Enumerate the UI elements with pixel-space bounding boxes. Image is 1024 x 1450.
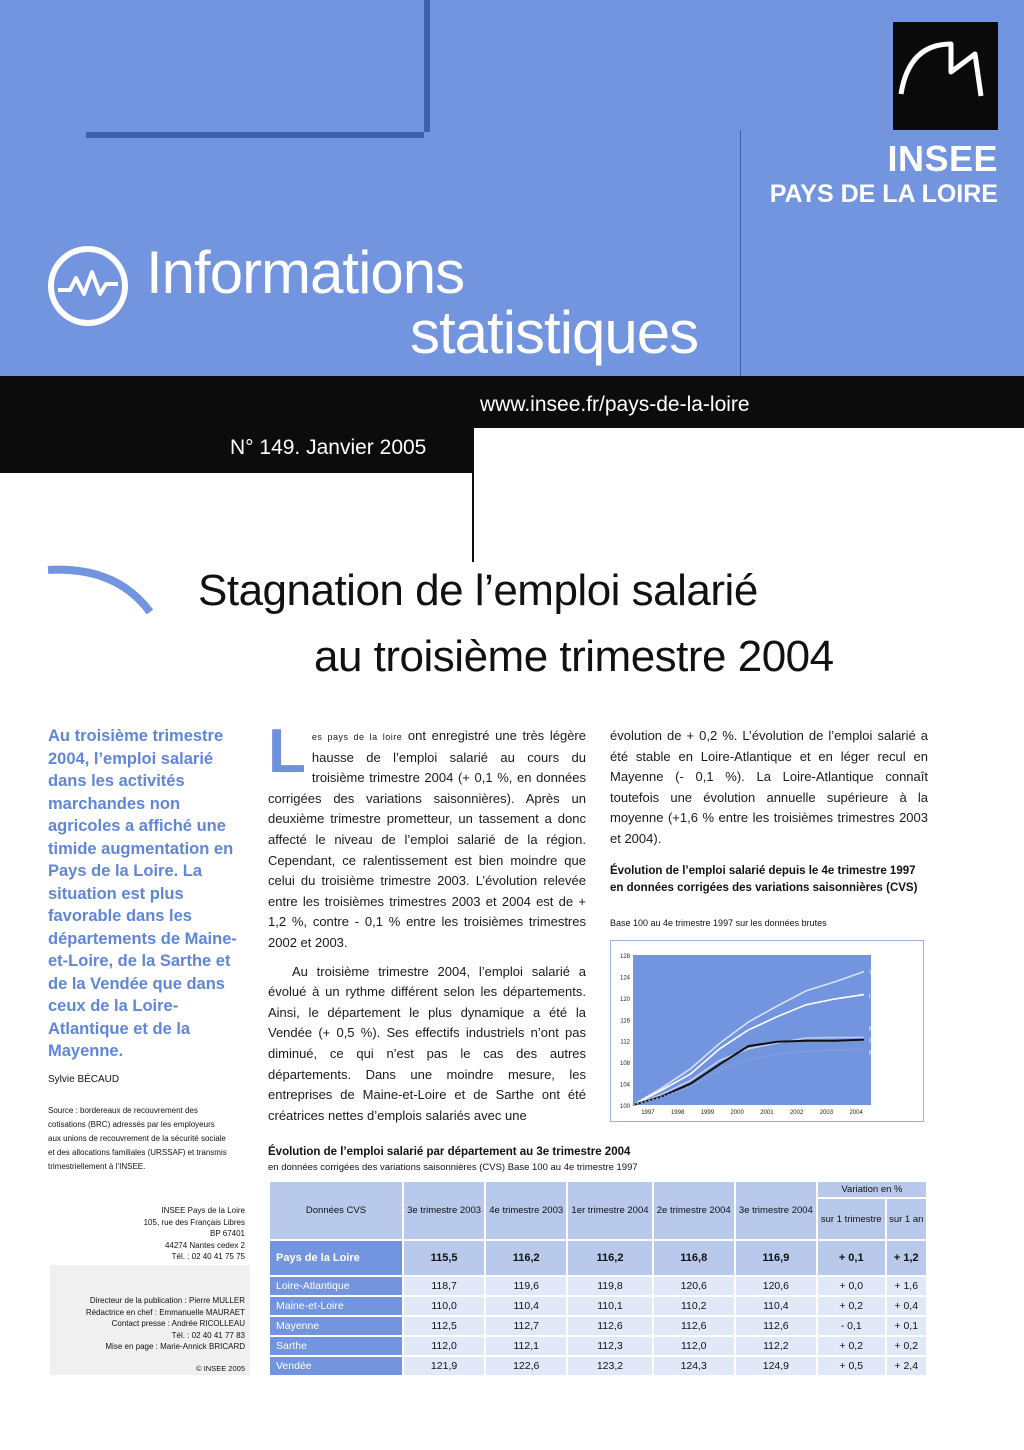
legend-label: Loire-Atlantique xyxy=(869,994,912,1000)
table-cell: 110,1 xyxy=(568,1297,651,1315)
address-line: INSEE Pays de la Loire xyxy=(161,1206,245,1215)
row-label: Sarthe xyxy=(270,1337,402,1355)
x-tick-label: 1998 xyxy=(670,1110,685,1116)
y-tick-label: 112 xyxy=(620,1039,630,1046)
table-cell: 110,4 xyxy=(736,1297,816,1315)
table-cell: + 0,1 xyxy=(887,1317,927,1335)
column-header: 3e trimestre 2004 xyxy=(736,1182,816,1239)
column-header: sur 1 an xyxy=(887,1199,927,1239)
table-cell: 112,6 xyxy=(654,1317,734,1335)
credits-line: Rédactrice en chef : Emmanuelle MAURAET xyxy=(85,1307,245,1317)
address-line: BP 67401 xyxy=(210,1229,245,1238)
table-cell: 118,7 xyxy=(404,1277,484,1295)
publication-title: statistiques xyxy=(410,299,699,366)
table-cell: 110,2 xyxy=(654,1297,734,1315)
y-tick-label: 108 xyxy=(619,1061,630,1068)
column-header: sur 1 trimestre xyxy=(818,1199,885,1239)
table-cell: 124,9 xyxy=(736,1357,816,1375)
table-row xyxy=(270,1357,926,1375)
table-cell: + 2,4 xyxy=(887,1357,927,1375)
credits-block xyxy=(52,1295,245,1353)
table-cell: 122,6 xyxy=(486,1357,566,1375)
y-tick-label: 128 xyxy=(619,954,630,960)
table-cell: + 1,2 xyxy=(887,1241,927,1275)
row-label: Pays de la Loire xyxy=(270,1241,402,1275)
legend-label: Vendée xyxy=(869,970,890,976)
table-cell: 119,8 xyxy=(568,1277,651,1295)
table-cell: 124,3 xyxy=(654,1357,734,1375)
table-cell: + 0,5 xyxy=(818,1357,885,1375)
table-cell: 120,6 xyxy=(654,1277,734,1295)
table-cell: 121,9 xyxy=(404,1357,484,1375)
paragraph: Au troisième trimestre 2004, l’emploi salarié a évolué à un rythme différent selon les départements. Ainsi, le département le plus dynamique a été la Vendée (+ 0,5 %). Ses effectifs industriels n’ont pas diminué, ce qui n’est pas le cas des autres départements. Dans une moindre mesure, les entreprises de Maine-et-Loire et de Sarthe ont été créatrices nettes d’emplois salariés avec une xyxy=(268,963,586,1123)
data-table xyxy=(268,1180,928,1377)
table-cell: 116,2 xyxy=(486,1241,566,1275)
table-cell: 112,3 xyxy=(568,1337,651,1355)
y-tick-label: 100 xyxy=(619,1104,630,1110)
table-cell: 115,5 xyxy=(404,1241,484,1275)
legend-label: Maine-et-Loire xyxy=(869,1051,908,1057)
y-tick-label: 124 xyxy=(619,975,630,982)
website-link[interactable]: www.insee.fr/pays-de-la-loire xyxy=(480,393,750,416)
address-line: 44274 Nantes cedex 2 xyxy=(164,1240,245,1250)
article-column xyxy=(268,717,586,1126)
row-label: Maine-et-Loire xyxy=(270,1297,402,1315)
address-line: 105, rue des Français Libres xyxy=(143,1217,245,1227)
table-subtitle: en données corrigées des variations saisonnières (CVS) Base 100 au 4e trimestre 1997 xyxy=(268,1162,638,1173)
table-cell: 112,6 xyxy=(736,1317,816,1335)
org-name: INSEE xyxy=(887,138,998,179)
row-label: Loire-Atlantique xyxy=(270,1277,402,1295)
table-cell: - 0,1 xyxy=(818,1317,885,1335)
line-chart xyxy=(610,940,924,1122)
table-title: Évolution de l’emploi salarié par département au 3e trimestre 2004 xyxy=(268,1146,631,1158)
header-shadow xyxy=(424,0,430,132)
credits-line: Directeur de la publication : Pierre MULLER xyxy=(89,1296,245,1305)
credits-line: Mise en page : Marie-Annick BRICARD xyxy=(105,1342,245,1351)
article-title: au troisième trimestre 2004 xyxy=(314,632,834,681)
y-tick-label: 120 xyxy=(619,996,630,1003)
legend-label: Mayenne xyxy=(869,1027,894,1033)
table-cell: 119,6 xyxy=(486,1277,566,1295)
header-shadow xyxy=(86,132,424,138)
table-total-row xyxy=(270,1241,926,1275)
paragraph: évolution de + 0,2 %. L’évolution de l’emploi salarié a été stable en Loire-Atlantique et en léger recul en Mayenne (- 0,1 %). La Loire-Atlantique connaît toutefois une évolution annuelle supérieure à la moyenne (+1,6 % entre les troisièmes trimestres 2003 et 2004). xyxy=(610,728,928,846)
column-group-header: Variation en % xyxy=(818,1182,926,1197)
table-cell: 112,1 xyxy=(486,1337,566,1355)
author: Sylvie BÉCAUD xyxy=(48,1074,120,1085)
y-tick-label: 116 xyxy=(620,1018,630,1025)
divider xyxy=(472,428,474,562)
column-header: Données CVS xyxy=(270,1182,402,1239)
credits-line: Contact presse : Andrée RICOLLEAU xyxy=(111,1319,245,1328)
x-tick-label: 2000 xyxy=(730,1110,744,1116)
table-cell: + 0,2 xyxy=(818,1297,885,1315)
table-row xyxy=(270,1317,926,1335)
row-label: Vendée xyxy=(270,1357,402,1375)
x-tick-label: 2002 xyxy=(789,1110,804,1116)
chart-title: Évolution de l’emploi salarié depuis le 4e trimestre 1997 en données corrigées des variations saisonnières (CVS) xyxy=(610,865,918,894)
row-label: Mayenne xyxy=(270,1317,402,1335)
region-name: PAYS DE LA LOIRE xyxy=(769,180,998,208)
table-cell: 112,7 xyxy=(486,1317,566,1335)
chart-subtitle: Base 100 au 4e trimestre 1997 sur les données brutes xyxy=(610,918,827,928)
x-tick-label: 1999 xyxy=(700,1110,715,1116)
source-note: Source : bordereaux de recouvrement des cotisations (BRC) adressés par les employeurs aux unions de recouvrement de la sécurité sociale et des allocations familiales (URSSAF) et transmis trimestriellement à l’INSEE. xyxy=(48,1106,227,1171)
table-cell: + 0,0 xyxy=(818,1277,885,1295)
column-header: 3e trimestre 2003 xyxy=(404,1182,484,1239)
issue-number: N° 149. Janvier 2005 xyxy=(230,436,427,459)
address-line: Tél. : 02 40 41 75 75 xyxy=(171,1252,245,1261)
table-cell: + 0,2 xyxy=(887,1337,927,1355)
chart-canvas xyxy=(611,941,925,1123)
table-cell: 123,2 xyxy=(568,1357,651,1375)
table-cell: 120,6 xyxy=(736,1277,816,1295)
x-tick-label: 2001 xyxy=(760,1110,774,1116)
table-row xyxy=(270,1277,926,1295)
y-tick-label: 104 xyxy=(619,1082,630,1089)
paragraph xyxy=(268,717,586,954)
insee-logo-icon xyxy=(893,22,998,130)
column-header: 2e trimestre 2004 xyxy=(654,1182,734,1239)
lead-paragraph: Au troisième trimestre 2004, l’emploi salarié dans les activités marchandes non agricoles a affiché une timide augmentation en Pays de la Loire. La situation est plus favorable dans les départements de Maine-et-Loire, de la Sarthe et de la Vendée que dans ceux de la Loire-Atlantique et de la Mayenne. xyxy=(48,727,237,1060)
table-cell: + 0,1 xyxy=(818,1241,885,1275)
small-caps-text: es pays de la loire xyxy=(311,732,403,742)
table-cell: 116,8 xyxy=(654,1241,734,1275)
drop-cap: L xyxy=(268,717,306,786)
copyright: © INSEE 2005 xyxy=(196,1364,245,1373)
table-cell: 112,0 xyxy=(654,1337,734,1355)
table-cell: + 1,6 xyxy=(887,1277,927,1295)
column-header: 4e trimestre 2003 xyxy=(486,1182,566,1239)
table-cell: 112,2 xyxy=(736,1337,816,1355)
table-cell: 112,6 xyxy=(568,1317,651,1335)
legend-label: Sarthe xyxy=(869,1039,887,1045)
x-tick-label: 2004 xyxy=(849,1110,863,1116)
table-cell: 116,2 xyxy=(568,1241,651,1275)
column-header: 1er trimestre 2004 xyxy=(568,1182,651,1239)
table-cell: + 0,2 xyxy=(818,1337,885,1355)
table-cell: 110,0 xyxy=(404,1297,484,1315)
table-row xyxy=(270,1337,926,1355)
table-cell: 112,0 xyxy=(404,1337,484,1355)
table-cell: 110,4 xyxy=(486,1297,566,1315)
article-title: Stagnation de l’emploi salarié xyxy=(198,566,758,615)
publication-title: Informations xyxy=(146,239,465,306)
decorative-arc-icon xyxy=(46,560,156,620)
table-cell: 112,5 xyxy=(404,1317,484,1335)
header-block xyxy=(0,0,424,132)
credits-line: Tél. : 02 40 41 77 83 xyxy=(171,1330,245,1340)
article-column xyxy=(610,726,928,850)
x-tick-label: 2003 xyxy=(819,1110,834,1116)
statistics-logo-icon xyxy=(46,244,130,328)
paragraph-text: ont enregistré une très légère hausse de l’emploi salarié au cours du troisième trimestre 2004 (+ 0,1 %, en données corrigées des variations saisonnières). Après un deuxième trimestre prometteur, un tassement a donc affecté le niveau de l’emploi salarié de la région. Cependant, ce ralentissement est bien moindre que celui du troisième trimestre 2003. L’évolution relevée entre les troisièmes trimestres 2003 et 2004 est de + 1,2 %, contre - 0,1 % entre les troisièmes trimestres 2002 et 2003. xyxy=(268,728,586,950)
x-tick-label: 1997 xyxy=(641,1110,655,1116)
table-row xyxy=(270,1297,926,1315)
table-cell: + 0,4 xyxy=(887,1297,927,1315)
table-cell: 116,9 xyxy=(736,1241,816,1275)
